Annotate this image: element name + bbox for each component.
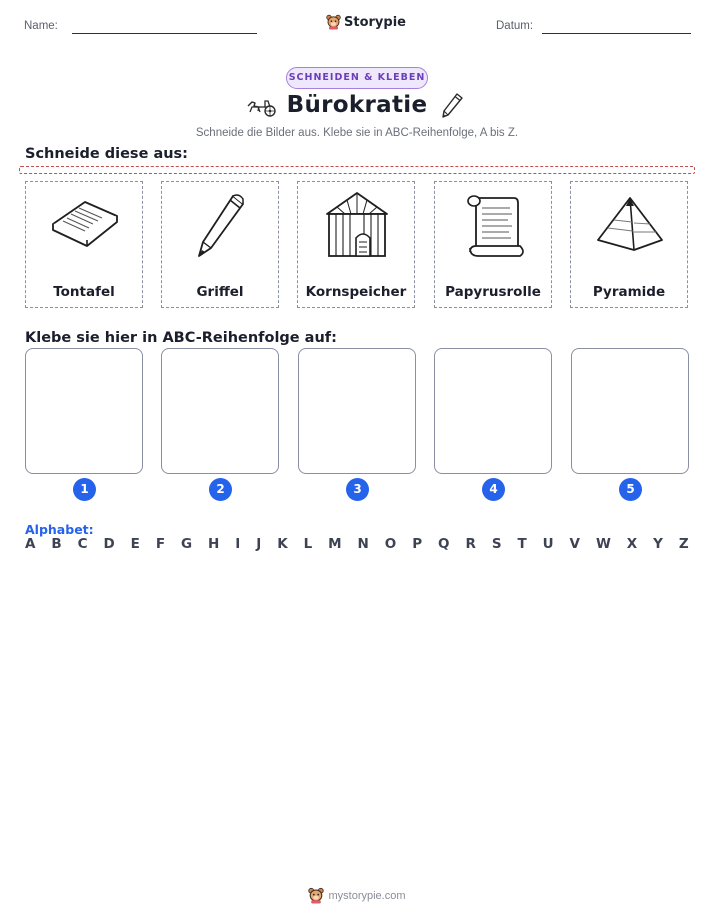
cut-line <box>19 166 695 174</box>
paste-slot-1[interactable] <box>25 348 143 474</box>
alphabet-letter: S <box>491 536 502 552</box>
alphabet-letter: Y <box>653 536 663 552</box>
alphabet-letter: Z <box>678 536 689 552</box>
slot-number-1: 1 <box>73 478 96 501</box>
alphabet-letter: B <box>51 536 62 552</box>
slot-number-5: 5 <box>619 478 642 501</box>
alphabet-letter: H <box>208 536 220 552</box>
footer <box>0 887 714 904</box>
name-line[interactable] <box>72 33 257 34</box>
page-title: Bürokratie <box>286 92 428 118</box>
card-label: Kornspeicher <box>305 284 407 300</box>
alphabet-letter: A <box>25 536 36 552</box>
slot-number-3: 3 <box>346 478 369 501</box>
alphabet-letter: E <box>130 536 140 552</box>
alphabet-letter: D <box>103 536 115 552</box>
alphabet-letter: T <box>517 536 527 552</box>
cut-card-griffel[interactable] <box>161 181 279 308</box>
alphabet-letter: C <box>77 536 88 552</box>
slot-number-2: 2 <box>209 478 232 501</box>
slot-number-4: 4 <box>482 478 505 501</box>
cut-card-tontafel[interactable] <box>25 181 143 308</box>
paste-slot-4[interactable] <box>434 348 552 474</box>
activity-badge: SCHNEIDEN & KLEBEN <box>286 67 428 89</box>
bear-mascot-icon <box>326 14 341 30</box>
stylus-pencil-icon <box>181 190 261 262</box>
footer-site: mystorypie.com <box>328 889 406 902</box>
alphabet-letter: I <box>235 536 241 552</box>
paste-section-heading: Klebe sie hier in ABC-Reihenfolge auf: <box>25 330 337 346</box>
alphabet-letter: Q <box>438 536 450 552</box>
alphabet-letter: N <box>357 536 369 552</box>
alphabet-letter: P <box>412 536 423 552</box>
paste-slot-5[interactable] <box>571 348 689 474</box>
papyrus-scroll-icon <box>454 190 534 262</box>
alphabet-heading: Alphabet: <box>25 522 94 537</box>
cut-card-kornspeicher[interactable] <box>297 181 415 308</box>
date-line[interactable] <box>542 33 691 34</box>
pyramid-icon <box>590 190 670 262</box>
alphabet-letter: M <box>328 536 342 552</box>
brand-name: Storypie <box>344 14 406 30</box>
card-label: Pyramide <box>592 284 666 300</box>
paste-slot-2[interactable] <box>161 348 279 474</box>
name-label: Name: <box>24 20 58 32</box>
bear-mascot-icon <box>308 887 324 904</box>
card-label: Papyrusrolle <box>445 284 541 300</box>
brand-logo <box>326 14 406 30</box>
instructions: Schneide die Bilder aus. Klebe sie in ABC-Reihenfolge, A bis Z. <box>195 127 519 139</box>
paste-slot-3[interactable] <box>298 348 416 474</box>
cut-section-heading: Schneide diese aus: <box>25 146 188 162</box>
alphabet-row <box>25 536 689 552</box>
alphabet-letter: K <box>277 536 288 552</box>
alphabet-letter: L <box>303 536 313 552</box>
alphabet-letter: O <box>384 536 397 552</box>
alphabet-letter: U <box>542 536 554 552</box>
card-label: Griffel <box>196 284 244 300</box>
pencil-icon <box>440 92 464 120</box>
alphabet-letter: G <box>180 536 193 552</box>
alphabet-letter: R <box>465 536 476 552</box>
alphabet-letter: F <box>155 536 166 552</box>
cut-card-pyramide[interactable] <box>570 181 688 308</box>
alphabet-letter: W <box>595 536 611 552</box>
granary-icon <box>317 190 397 262</box>
alphabet-letter: J <box>256 536 262 552</box>
alphabet-letter: V <box>569 536 580 552</box>
alphabet-letter: X <box>626 536 638 552</box>
date-label: Datum: <box>496 20 534 32</box>
cut-card-papyrusrolle[interactable] <box>434 181 552 308</box>
card-label: Tontafel <box>53 284 115 300</box>
clay-tablet-icon <box>45 190 125 262</box>
